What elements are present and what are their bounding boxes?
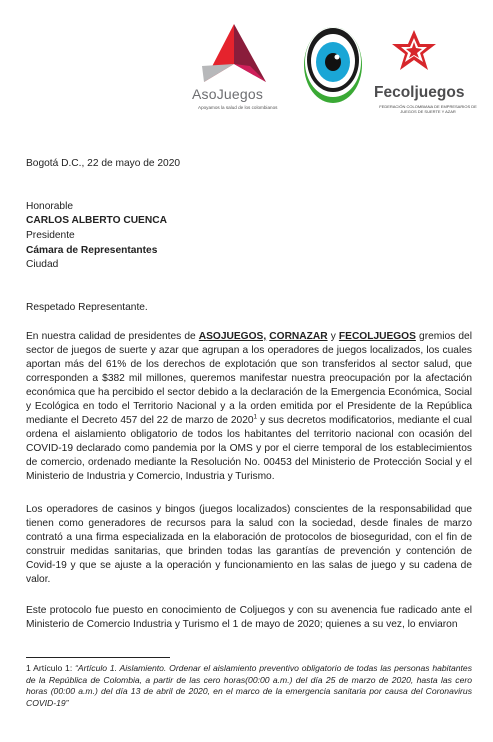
fecoljuegos-tagline: FEDERACIÓN COLOMBIANA DE EMPRESARIOS DE JUEGOS DE SUERTE Y AZAR (379, 104, 477, 114)
fecoljuegos-wordmark: Fecoljuegos (374, 84, 465, 101)
honorific: Honorable (26, 201, 74, 212)
asojuegos-triangle-icon (190, 20, 290, 86)
p1-conjunction: y (327, 331, 339, 342)
paragraph-intro (26, 330, 472, 484)
fecoljuegos-logo (374, 28, 480, 114)
greeting: Respetado Representante. (26, 302, 148, 313)
paragraph-submission: Este protocolo fue puesto en conocimiento de Coljuegos y con su avenencia fue radicado ante el Ministerio de Comercio Industria y Turismo el 1 de mayo de 2020; quienes a su vez, lo enviaron (26, 605, 472, 630)
footnote (26, 663, 472, 709)
asojuegos-tagline: Apoyamos la salud de los colombianos (198, 105, 278, 110)
footnote-label: 1 Artículo 1: (26, 663, 76, 673)
footnote-divider (26, 657, 170, 658)
footnote-text: “Artículo 1. Aislamiento. Ordenar el aislamiento preventivo obligatorio de todas las personas habitantes de la República de Colombia, a partir de las cero horas(00:00 a.m.) del día 25 de marzo de 2020, hasta las cero horas (00:00 a.m.) del día 13 de abril de 2020, en el marco de la emergencia sanitaria por causa del Coronavirus COVID-19” (26, 663, 472, 708)
p1-intro-text: En nuestra calidad de presidentes de (26, 331, 199, 342)
p1-body-b: y sus decretos modificatorios, mediante el cual ordena el aislamiento obligatorio de todos los habitantes del territorio nacional con ocasión del COVID-19 declarado como pandemia por la OMS y por el cierre temporal de los establecimientos de comercio, ordenado mediante la Resolución No. 00453 del Ministerio de Protección Social y el Ministerio de Industria y Comercio, Industria y Turismo. (26, 415, 472, 482)
recipient-role: Presidente (26, 230, 75, 241)
recipient-chamber: Cámara de Representantes (26, 245, 158, 256)
org-fecoljuegos: FECOLJUEGOS (338, 331, 416, 342)
cornazar-logo (302, 24, 364, 106)
letter-date: Bogotá D.C., 22 de mayo de 2020 (26, 158, 181, 169)
logo-bar (190, 18, 480, 118)
asojuegos-logo (190, 20, 290, 110)
recipient-city: Ciudad (26, 259, 59, 270)
asojuegos-wordmark: AsoJuegos (192, 86, 264, 102)
footnote-ref: 1 (253, 413, 258, 421)
org-asojuegos: ASOJUEGOS, (198, 331, 267, 342)
eye-icon (302, 24, 364, 106)
recipient-name: CARLOS ALBERTO CUENCA (26, 215, 167, 226)
p1-body-a: gremios del sector de juegos de suerte y azar que agrupan a los operadores de juegos localizados, los cuales aportan más del 61% de los derechos de explotación que son transferidos al sector salud, que corresponden a $382 mil millones, queremos manifestar nuestra preocupación por la afectación económica que ha percibido el sector debido a la declaración de la Emergencia Económica, Social y Ecológica en todo el Territorio Nacional y a la orden emitida por el Presidente de la República mediante el Decreto 457 del 22 de marzo de 2020 (26, 331, 472, 426)
org-cornazar: CORNAZAR (269, 331, 328, 342)
paragraph-protocol: Los operadores de casinos y bingos (juegos localizados) conscientes de la responsabilidad que tienen como generadores de recursos para la salud con la sociedad, desde finales de marzo contrató a una firma especializada en la elaboración de protocolos de bioseguridad, con el fin de construir medidas sanitarias, que brinden todas las garantías de prevención y contención de Covid-19 y que se ajuste a la operación y funcionamiento en las salas de juego y su cadena de valor. (26, 504, 472, 585)
star-icon (374, 28, 480, 78)
